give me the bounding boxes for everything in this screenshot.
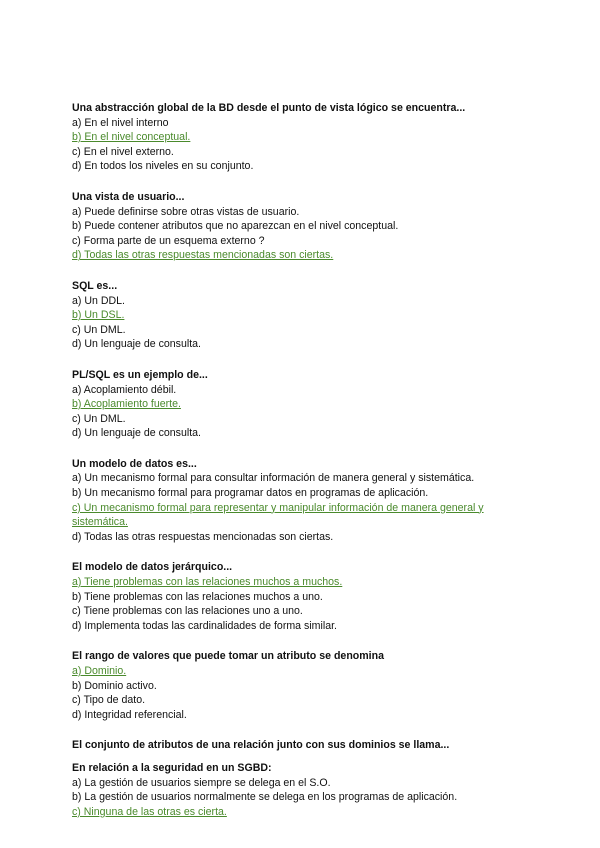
- answer-option-d: d) Un lenguaje de consulta.: [72, 338, 201, 351]
- answer-option-c: c) En el nivel externo.: [72, 145, 174, 158]
- question-title: En relación a la seguridad en un SGBD:: [72, 761, 272, 774]
- answer-option-d: d) Implementa todas las cardinalidades de forma similar.: [72, 619, 337, 632]
- answer-option-b: b) Un mecanismo formal para programar datos en programas de aplicación.: [72, 487, 429, 500]
- question-title: Una abstracción global de la BD desde el punto de vista lógico se encuentra...: [72, 102, 466, 114]
- question-title: El rango de valores que puede tomar un atributo se denomina: [72, 650, 384, 663]
- answer-option-a: a) Acoplamiento débil.: [72, 383, 177, 396]
- answer-option-c-correct: c) Ninguna de las otras es cierta.: [72, 805, 227, 818]
- answer-option-b: b) Tiene problemas con las relaciones muchos a uno.: [72, 590, 323, 603]
- answer-option-d-correct: d) Todas las otras respuestas mencionadas son ciertas.: [72, 249, 334, 262]
- quiz-document: [72, 101, 512, 835]
- answer-option-a-correct: a) Tiene problemas con las relaciones muchos a muchos.: [72, 576, 343, 589]
- question-5: [72, 457, 512, 545]
- answer-option-d: d) En todos los niveles en su conjunto.: [72, 160, 254, 173]
- answer-option-d: d) Todas las otras respuestas mencionadas son ciertas.: [72, 530, 334, 543]
- question-title: Una vista de usuario...: [72, 190, 185, 203]
- answer-option-b-correct: b) En el nivel conceptual.: [72, 131, 191, 144]
- answer-option-d: d) Integridad referencial.: [72, 708, 187, 721]
- answer-option-c: c) Tiene problemas con las relaciones uno a uno.: [72, 605, 303, 618]
- answer-option-d: d) Un lenguaje de consulta.: [72, 427, 201, 440]
- answer-option-b-correct: b) Un DSL.: [72, 309, 125, 322]
- question-2: [72, 190, 512, 263]
- answer-option-c: c) Un DML.: [72, 412, 126, 425]
- answer-option-a: a) En el nivel interno: [72, 116, 169, 129]
- answer-option-b: b) Puede contener atributos que no aparezcan en el nivel conceptual.: [72, 220, 399, 233]
- answer-option-a: a) Un mecanismo formal para consultar información de manera general y sistemática.: [72, 472, 475, 485]
- question-4: [72, 368, 512, 441]
- answer-option-b: b) Dominio activo.: [72, 679, 157, 692]
- question-title: Un modelo de datos es...: [72, 457, 197, 470]
- answer-option-a: a) Un DDL.: [72, 294, 125, 307]
- answer-option-c-correct: c) Un mecanismo formal para representar y manipular información de manera general y sistemática.: [72, 501, 484, 529]
- question-1: [72, 101, 512, 174]
- question-7: [72, 649, 512, 722]
- answer-option-a: a) Puede definirse sobre otras vistas de usuario.: [72, 205, 300, 218]
- answer-option-a: a) La gestión de usuarios siempre se delega en el S.O.: [72, 776, 331, 789]
- question-6: [72, 560, 512, 633]
- question-title: El modelo de datos jerárquico...: [72, 561, 233, 574]
- answer-option-a-correct: a) Dominio.: [72, 665, 127, 677]
- question-9: [72, 761, 512, 819]
- question-title: El conjunto de atributos de una relación junto con sus dominios se llama...: [72, 739, 450, 752]
- answer-option-c: c) Un DML.: [72, 323, 126, 336]
- answer-option-c: c) Forma parte de un esquema externo ?: [72, 234, 265, 247]
- answer-option-c: c) Tipo de dato.: [72, 694, 146, 707]
- answer-option-b: b) La gestión de usuarios normalmente se delega en los programas de aplicación.: [72, 791, 458, 804]
- question-title: SQL es...: [72, 279, 118, 292]
- question-3: [72, 279, 512, 352]
- question-title: PL/SQL es un ejemplo de...: [72, 368, 208, 381]
- answer-option-b-correct: b) Acoplamiento fuerte.: [72, 398, 181, 411]
- question-8: [72, 738, 512, 753]
